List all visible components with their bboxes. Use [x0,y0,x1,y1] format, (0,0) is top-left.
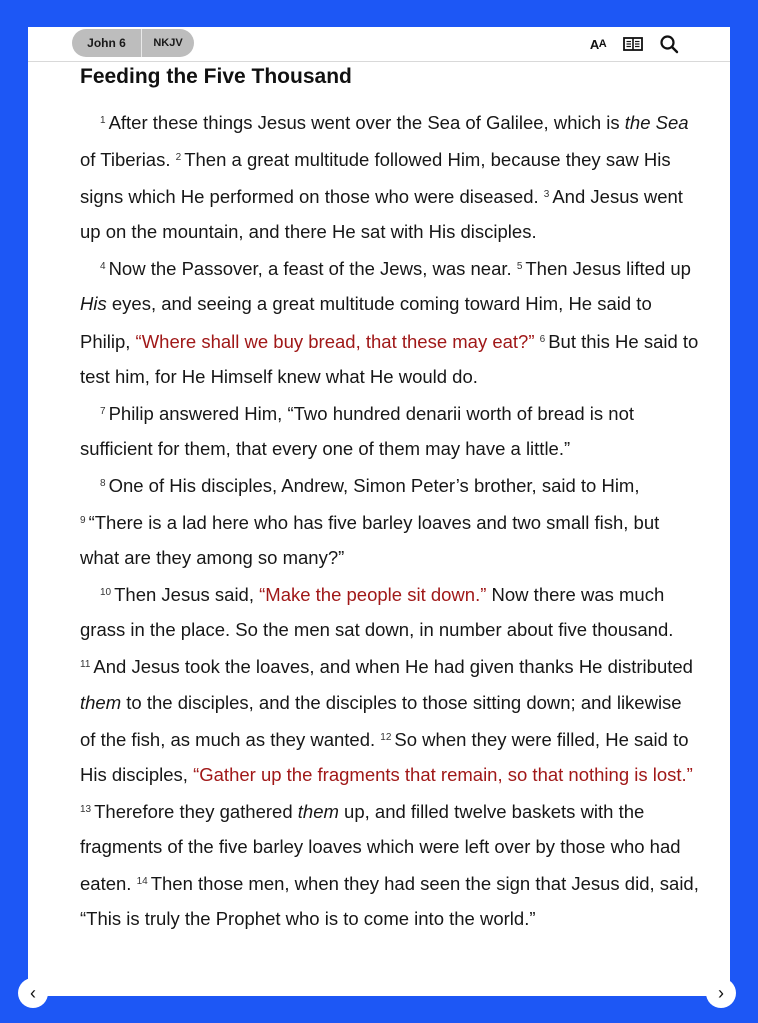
verse-number[interactable]: 11 [80,659,91,671]
verse-text: Then those men, when they had seen the sign that Jesus did, said, “This is truly the Prophet who is to come into the world.” [80,872,699,930]
words-of-christ: “Where shall we buy bread, that these may eat?” [135,330,535,352]
verse-number[interactable]: 12 [380,731,392,743]
verse-number[interactable]: 13 [80,803,92,815]
words-of-christ: “Gather up the fragments that remain, so that nothing is lost.” [193,763,693,785]
verse-text: Therefore they gathered [94,800,298,822]
verse-text: eyes, and seeing a great multitude coming toward Him, He said to Philip, [80,293,652,352]
verse-text: One of His disciples, Andrew, Simon Peter’s brother, said to Him, [108,474,640,496]
paragraph-5 [80,575,700,936]
verse-number[interactable]: 4 [100,261,106,273]
verse-number[interactable]: 3 [543,189,550,201]
verse-number[interactable]: 5 [516,261,523,273]
book-chapter-button[interactable]: John 6 [87,36,126,50]
verse-italic: them [80,691,122,713]
verse-number[interactable]: 2 [175,152,182,164]
text-size-label-small: A [598,38,607,50]
verse-text: Then a great multitude followed Him, because they saw His signs which He performed on those who were diseased. [80,149,671,208]
verse-text: “There is a lad here who has five barley loaves and two small fish, but what are they among so many?” [80,512,660,569]
verse-text: But this He said to test him, for He Himself knew what He would do. [80,330,699,387]
chapter-content [80,63,700,936]
verse-italic: them [297,800,339,822]
verse-text: Now the Passover, a feast of the Jews, was near. [108,258,512,280]
verse-text: And Jesus went up on the mountain, and there He sat with His disciples. [80,186,683,243]
paragraph-2 [80,249,700,393]
verse-text: up, and filled twelve baskets with the fragments of the five barley loaves which were left over by those who had eaten. [80,800,681,894]
text-size-icon[interactable] [586,34,610,54]
verse-text: After these things Jesus went over the Sea of Galilee, which is [108,112,625,133]
search-icon[interactable] [658,34,680,54]
verse-text: Then Jesus said, [114,584,260,606]
verse-text: And Jesus took the loaves, and when He had given thanks He distributed [93,656,693,678]
verse-number[interactable]: 10 [100,587,112,599]
paragraph-1 [80,103,700,249]
verse-number[interactable]: 1 [100,115,106,126]
words-of-christ: “Make the people sit down.” [259,584,487,606]
verse-text: Now there was much grass in the place. So the men sat down, in number about five thousand. [80,584,674,641]
verse-italic: the Sea [624,112,689,133]
chevron-left-icon[interactable]: ‹ [18,978,48,1008]
verse-number[interactable]: 9 [80,515,86,527]
section-heading: Feeding the Five Thousand [80,65,352,88]
verse-text: So when they were filled, He said to His disciples, [80,728,689,785]
book-icon[interactable] [622,34,644,54]
text-size-label-big: A [589,36,599,52]
verse-text: to the disciples, and the disciples to those sitting down; and likewise of the fish, as much as they wanted. [80,691,682,750]
verse-italic: His [80,293,107,315]
top-toolbar [28,27,730,62]
verse-number[interactable]: 7 [100,405,106,417]
passage-selector [72,29,194,57]
chevron-right-icon[interactable]: › [706,978,736,1008]
reader-screen [28,27,730,996]
passage-text [80,103,700,936]
verse-number[interactable]: 14 [136,875,148,887]
verse-number[interactable]: 6 [539,333,546,345]
verse-text: Then Jesus lifted up [525,258,691,280]
verse-number[interactable]: 8 [100,477,106,489]
paragraph-4 [80,466,700,575]
version-button[interactable]: NKJV [141,29,194,57]
verse-text: Philip answered Him, “Two hundred denarii worth of bread is not sufficient for them, that every one of them may have a little.” [80,402,635,459]
paragraph-3 [80,394,700,466]
verse-text: of Tiberias. [80,149,171,171]
